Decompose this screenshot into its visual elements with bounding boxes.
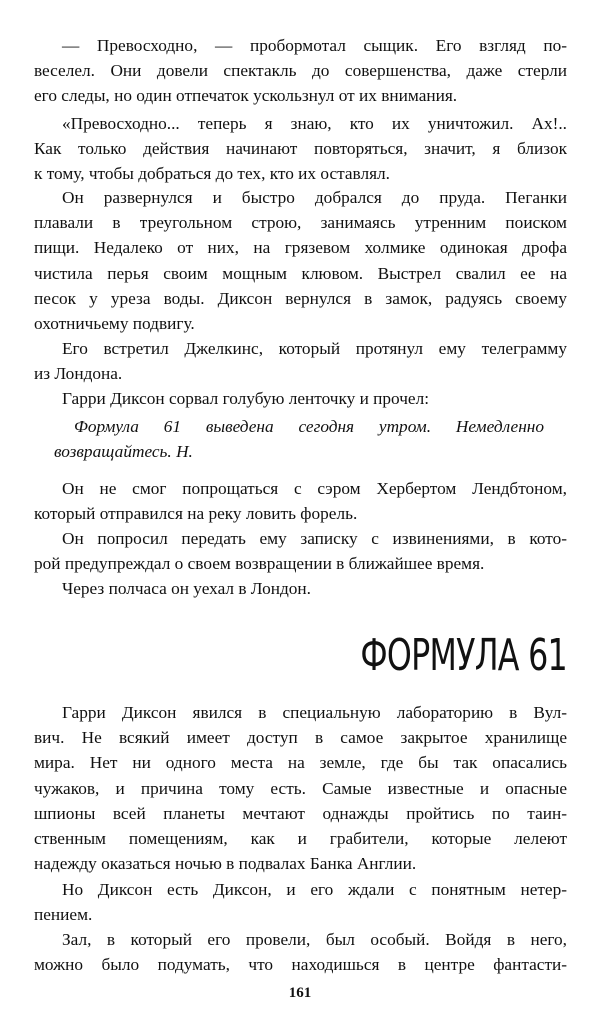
text-line: можно было подумать, что находишься в центре фантасти- (34, 955, 567, 975)
text-line: Гарри Диксон сорвал голубую ленточку и прочел: (62, 389, 430, 408)
paragraph-top-1 (34, 33, 567, 109)
text-line: песок у уреза воды. Диксон вернулся в замок, радуясь своему (34, 288, 567, 308)
text-line: к тому, чтобы добраться до тех, кто их оставлял. (34, 164, 390, 184)
text-line: мира. Нет ни одного места на земле, где бы так опасались (34, 753, 567, 773)
paragraph-top-4 (34, 336, 567, 386)
text-line: Формула 61 выведена сегодня утром. Немедленно (74, 417, 544, 436)
text-line: ственным помещениям, как и грабители, которые лелеют (34, 829, 567, 849)
paragraph-top-5 (34, 386, 567, 411)
text-line: вич. Не всякий имеет доступ в самое закрытое хранилище (34, 728, 567, 748)
text-line: — Превосходно, — пробормотал сыщик. Его взгляд по- (62, 36, 567, 55)
chapter-title: ФОРМУЛА 61 (360, 630, 567, 681)
text-line: Через полчаса он уехал в Лондон. (62, 579, 311, 598)
text-line: рой предупреждал о своем возвращении в ближайшее время. (34, 554, 485, 574)
paragraph-top-7 (34, 476, 567, 526)
text-line: плавали в треугольном строю, занимаясь утренним поиском (34, 213, 567, 233)
text-line: Его встретил Джелкинс, который протянул ему телеграмму (62, 339, 567, 358)
text-line: шпионы всей планеты мечтают однажды пройтись по таин- (34, 803, 567, 823)
paragraph-top-9 (34, 576, 567, 601)
text-line: надежду оказаться ночью в подвалах Банка Англии. (34, 854, 417, 874)
text-line: возвращайтесь. Н. (54, 442, 193, 461)
text-line: веселел. Они довели спектакль до совершенства, даже стерли (34, 61, 567, 81)
text-line: чистила перья своим мощным клювом. Выстрел свалил ее на (34, 263, 567, 283)
paragraph-top-2 (34, 111, 567, 187)
page-number: 161 (288, 985, 312, 1001)
text-line: «Превосходно... теперь я знаю, кто их уничтожил. Ах!.. (62, 114, 567, 133)
paragraph-bottom-3 (34, 927, 567, 977)
text-line: из Лондона. (34, 364, 123, 384)
text-line: Гарри Диксон явился в специальную лабораторию в Вул- (62, 703, 567, 722)
paragraph-bottom-2 (34, 877, 567, 927)
text-line: пищи. Недалеко от них, на грязевом холмике одинокая дрофа (34, 238, 567, 258)
text-line: Он не смог попрощаться с сэром Хербертом Лендбтоном, (62, 479, 567, 498)
text-line: пением. (34, 905, 93, 925)
telegram-quote (54, 414, 544, 464)
paragraph-bottom-1 (34, 700, 567, 876)
text-line: его следы, но один отпечаток ускользнул от их внимания. (34, 86, 458, 106)
text-line: Как только действия начинают повторяться, значит, я близок (34, 139, 567, 159)
text-line: Зал, в который его провели, был особый. Войдя в него, (62, 930, 567, 949)
text-line: который отправился на реку ловить форель. (34, 504, 358, 524)
text-line: Он попросил передать ему записку с извинениями, в кото- (62, 529, 567, 548)
text-line: охотничьему подвигу. (34, 314, 195, 334)
paragraph-top-3 (34, 185, 567, 336)
paragraph-top-8 (34, 526, 567, 576)
text-line: Он развернулся и быстро добрался до пруда. Пеганки (62, 188, 567, 207)
text-line: чужаков, и причина тому есть. Самые известные и опасные (34, 778, 567, 798)
text-line: Но Диксон есть Диксон, и его ждали с понятным нетер- (62, 880, 567, 899)
